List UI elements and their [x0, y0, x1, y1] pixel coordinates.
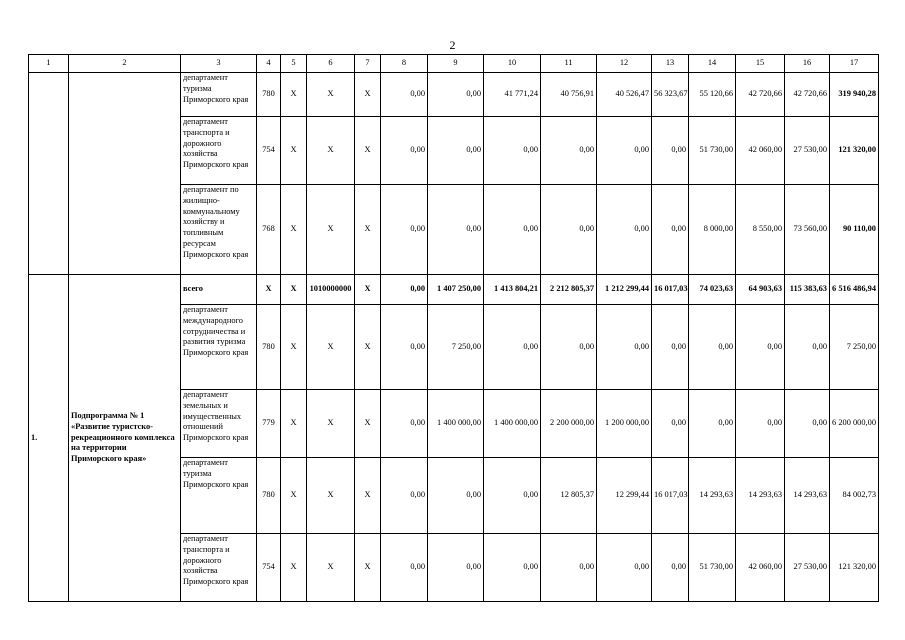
- cell: 14 293,63: [785, 458, 830, 534]
- cell: X: [281, 458, 307, 534]
- cell: 0,00: [484, 117, 541, 185]
- col-header: 8: [381, 55, 428, 73]
- cell: 0,00: [428, 534, 484, 602]
- col-header: 16: [785, 55, 830, 73]
- cell: 0,00: [381, 73, 428, 117]
- cell: 8 550,00: [736, 185, 785, 275]
- cell: 7 250,00: [428, 305, 484, 390]
- cell: 779: [257, 390, 281, 458]
- cell: 0,00: [541, 185, 597, 275]
- col-header: 3: [181, 55, 257, 73]
- cell: 0,00: [381, 458, 428, 534]
- dept-cell: департамент международного сотрудничества и развития туризма Приморского края: [181, 305, 257, 390]
- cell: X: [281, 185, 307, 275]
- cell: 90 110,00: [830, 185, 879, 275]
- col-header: 6: [307, 55, 355, 73]
- cell: 1 212 299,44: [597, 275, 652, 305]
- cell: 0,00: [597, 534, 652, 602]
- cell: 754: [257, 534, 281, 602]
- total-label: всего: [181, 275, 257, 305]
- cell: 0,00: [428, 117, 484, 185]
- cell: 7 250,00: [830, 305, 879, 390]
- cell: 1 413 804,21: [484, 275, 541, 305]
- dept-cell: департамент транспорта и дорожного хозяйства Приморского края: [181, 117, 257, 185]
- cell: 0,00: [541, 117, 597, 185]
- cell: 1 400 000,00: [484, 390, 541, 458]
- cell: 0,00: [652, 185, 689, 275]
- cell: 1 200 000,00: [597, 390, 652, 458]
- empty-cell: [69, 73, 181, 275]
- cell: 27 530,00: [785, 534, 830, 602]
- cell: 74 023,63: [689, 275, 736, 305]
- total-row: [29, 275, 879, 305]
- cell: 0,00: [597, 117, 652, 185]
- cell: 0,00: [785, 390, 830, 458]
- cell: 115 383,63: [785, 275, 830, 305]
- col-header: 9: [428, 55, 484, 73]
- cell: 56 323,67: [652, 73, 689, 117]
- cell: X: [355, 73, 381, 117]
- cell: 121 320,00: [830, 534, 879, 602]
- cell: 121 320,00: [830, 117, 879, 185]
- cell: 1 407 250,00: [428, 275, 484, 305]
- cell: 0,00: [381, 275, 428, 305]
- cell: 0,00: [484, 305, 541, 390]
- cell: 0,00: [597, 305, 652, 390]
- dept-cell: департамент по жилищно-коммунальному хозяйству и топливным ресурсам Приморского края: [181, 185, 257, 275]
- cell: 768: [257, 185, 281, 275]
- cell: 41 771,24: [484, 73, 541, 117]
- cell: 16 017,03: [652, 275, 689, 305]
- cell: 73 560,00: [785, 185, 830, 275]
- cell: X: [281, 117, 307, 185]
- cell: 14 293,63: [736, 458, 785, 534]
- cell: 0,00: [736, 390, 785, 458]
- cell: X: [355, 390, 381, 458]
- cell: 0,00: [381, 185, 428, 275]
- cell: 6 200 000,00: [830, 390, 879, 458]
- cell: 780: [257, 458, 281, 534]
- cell: 319 940,28: [830, 73, 879, 117]
- dept-cell: департамент туризма Приморского края: [181, 458, 257, 534]
- cell: 0,00: [652, 117, 689, 185]
- dept-cell: департамент транспорта и дорожного хозяйства Приморского края: [181, 534, 257, 602]
- cell: X: [281, 390, 307, 458]
- col-header: 12: [597, 55, 652, 73]
- col-header: 4: [257, 55, 281, 73]
- cell: 0,00: [484, 185, 541, 275]
- cell: 0,00: [428, 458, 484, 534]
- cell: 0,00: [652, 305, 689, 390]
- cell: X: [355, 185, 381, 275]
- empty-cell: [29, 73, 69, 275]
- cell: 51 730,00: [689, 117, 736, 185]
- cell: X: [355, 117, 381, 185]
- cell: 42 060,00: [736, 117, 785, 185]
- cell: 0,00: [785, 305, 830, 390]
- cell: 0,00: [689, 305, 736, 390]
- cell: 2 200 000,00: [541, 390, 597, 458]
- cell: 12 299,44: [597, 458, 652, 534]
- cell: X: [355, 534, 381, 602]
- cell: 0,00: [484, 458, 541, 534]
- cell: 0,00: [428, 73, 484, 117]
- cell: 42 720,66: [785, 73, 830, 117]
- cell: 40 526,47: [597, 73, 652, 117]
- cell: 55 120,66: [689, 73, 736, 117]
- cell: 42 720,66: [736, 73, 785, 117]
- cell: X: [355, 458, 381, 534]
- budget-table: [28, 54, 879, 602]
- subprogram-name: Подпрограмма № 1 «Развитие туристско-рекреационного комплекса на территории Приморского края»: [69, 275, 181, 602]
- cell: X: [307, 73, 355, 117]
- col-header: 17: [830, 55, 879, 73]
- cell: 51 730,00: [689, 534, 736, 602]
- cell: 42 060,00: [736, 534, 785, 602]
- cell: 14 293,63: [689, 458, 736, 534]
- subprogram-number: 1.: [29, 275, 69, 602]
- cell: X: [307, 458, 355, 534]
- dept-cell: департамент туризма Приморского края: [181, 73, 257, 117]
- col-header: 2: [69, 55, 181, 73]
- cell: 0,00: [541, 534, 597, 602]
- cell: 780: [257, 73, 281, 117]
- cell: 16 017,03: [652, 458, 689, 534]
- cell: 0,00: [689, 390, 736, 458]
- cell: 0,00: [428, 185, 484, 275]
- cell: X: [281, 73, 307, 117]
- cell: X: [307, 534, 355, 602]
- cell: 64 903,63: [736, 275, 785, 305]
- cell: 6 516 486,94: [830, 275, 879, 305]
- cell: X: [281, 305, 307, 390]
- cell: 1 400 000,00: [428, 390, 484, 458]
- col-header: 1: [29, 55, 69, 73]
- cell: 0,00: [597, 185, 652, 275]
- cell: X: [281, 275, 307, 305]
- cell: 0,00: [381, 534, 428, 602]
- cell: X: [355, 305, 381, 390]
- col-header: 13: [652, 55, 689, 73]
- cell: X: [281, 534, 307, 602]
- col-header: 7: [355, 55, 381, 73]
- cell: 0,00: [484, 534, 541, 602]
- cell: 0,00: [381, 117, 428, 185]
- cell: X: [307, 117, 355, 185]
- cell: 1010000000: [307, 275, 355, 305]
- cell: 8 000,00: [689, 185, 736, 275]
- cell: X: [307, 305, 355, 390]
- table-row: [29, 73, 879, 117]
- page-number: 2: [449, 38, 456, 52]
- col-header: 5: [281, 55, 307, 73]
- col-header: 15: [736, 55, 785, 73]
- cell: X: [355, 275, 381, 305]
- cell: 0,00: [736, 305, 785, 390]
- header-row: [29, 55, 879, 73]
- cell: 12 805,37: [541, 458, 597, 534]
- cell: 754: [257, 117, 281, 185]
- col-header: 10: [484, 55, 541, 73]
- cell: 2 212 805,37: [541, 275, 597, 305]
- cell: 0,00: [381, 305, 428, 390]
- dept-cell: департамент земельных и имущественных отношений Приморского края: [181, 390, 257, 458]
- cell: X: [307, 185, 355, 275]
- cell: 0,00: [652, 390, 689, 458]
- cell: X: [257, 275, 281, 305]
- cell: 40 756,91: [541, 73, 597, 117]
- cell: 0,00: [652, 534, 689, 602]
- col-header: 14: [689, 55, 736, 73]
- cell: 0,00: [541, 305, 597, 390]
- cell: 27 530,00: [785, 117, 830, 185]
- cell: 84 002,73: [830, 458, 879, 534]
- cell: 780: [257, 305, 281, 390]
- cell: X: [307, 390, 355, 458]
- cell: 0,00: [381, 390, 428, 458]
- col-header: 11: [541, 55, 597, 73]
